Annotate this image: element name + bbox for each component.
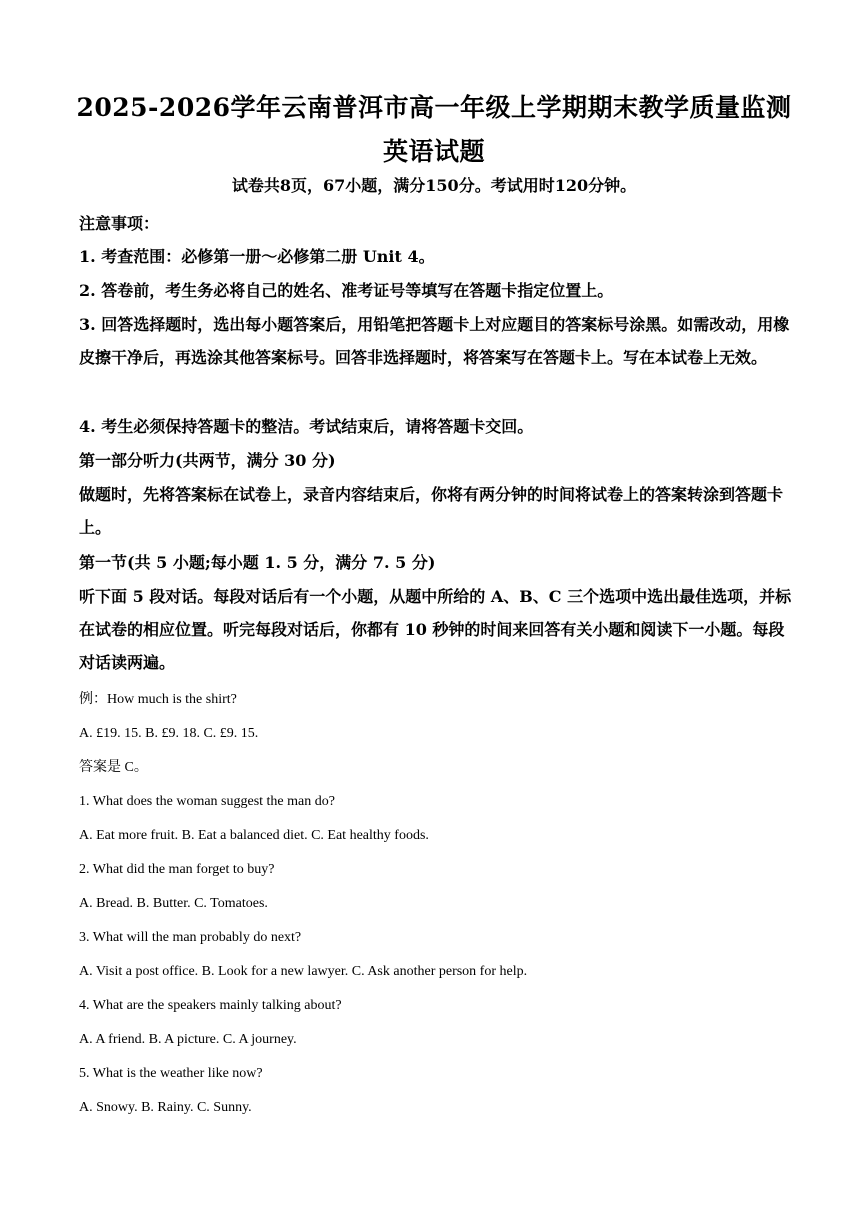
- exam-info: 试卷共8页，67小题，满分150分。考试用时120分钟。: [231, 176, 637, 195]
- notice-heading: 注意事项：: [79, 214, 160, 233]
- question-3-options: A. Visit a post office. B. Look for a new lawyer. C. Ask another person for help.: [79, 964, 528, 979]
- question-1-options: A. Eat more fruit. B. Eat a balanced diet. C. Eat healthy foods.: [79, 828, 429, 843]
- notice-item-3: 3. 回答选择题时，选出每小题答案后，用铅笔把答题卡上对应题目的答案标号涂黑。如需改动，用橡皮擦干净后，再选涂其他答案标号。回答非选择题时，将答案写在答题卡上。写在本试卷上无效。: [79, 315, 790, 367]
- notice-item-2: 2. 答卷前，考生务必将自己的姓名、准考证号等填写在答题卡指定位置上。: [79, 281, 614, 300]
- question-2-options: A. Bread. B. Butter. C. Tomatoes.: [79, 896, 268, 911]
- question-3: 3. What will the man probably do next?: [79, 930, 302, 945]
- section1-heading: 第一节(共 5 小题;每小题 1. 5 分，满分 7. 5 分): [79, 553, 436, 572]
- document-title: 2025-2026学年云南普洱市高一年级上学期期末教学质量监测英语试题: [76, 93, 792, 166]
- section1-instruction: 听下面 5 段对话。每段对话后有一个小题，从题中所给的 A、B、C 三个选项中选出最佳选项，并标在试卷的相应位置。听完每段对话后，你都有 10 秒钟的时间来回答有关小题和阅读下一小题。每段对话读两遍。: [79, 587, 792, 672]
- example-question: 例：How much is the shirt?: [79, 692, 237, 707]
- example-options: A. £19. 15. B. £9. 18. C. £9. 15.: [79, 726, 259, 741]
- question-1: 1. What does the woman suggest the man do?: [79, 794, 335, 809]
- part1-instruction: 做题时，先将答案标在试卷上，录音内容结束后，你将有两分钟的时间将试卷上的答案转涂到答题卡上。: [79, 485, 784, 537]
- question-4: 4. What are the speakers mainly talking about?: [79, 998, 342, 1013]
- question-4-options: A. A friend. B. A picture. C. A journey.: [79, 1032, 297, 1047]
- question-5-options: A. Snowy. B. Rainy. C. Sunny.: [79, 1100, 252, 1115]
- question-2: 2. What did the man forget to buy?: [79, 862, 275, 877]
- notice-item-4: 4. 考生必须保持答题卡的整洁。考试结束后，请将答题卡交回。: [79, 417, 534, 436]
- notice-item-1: 1. 考查范围：必修第一册～必修第二册 Unit 4。: [79, 247, 435, 266]
- part1-heading: 第一部分听力(共两节，满分 30 分): [79, 451, 336, 470]
- question-5: 5. What is the weather like now?: [79, 1066, 263, 1081]
- example-answer: 答案是 C。: [79, 760, 148, 775]
